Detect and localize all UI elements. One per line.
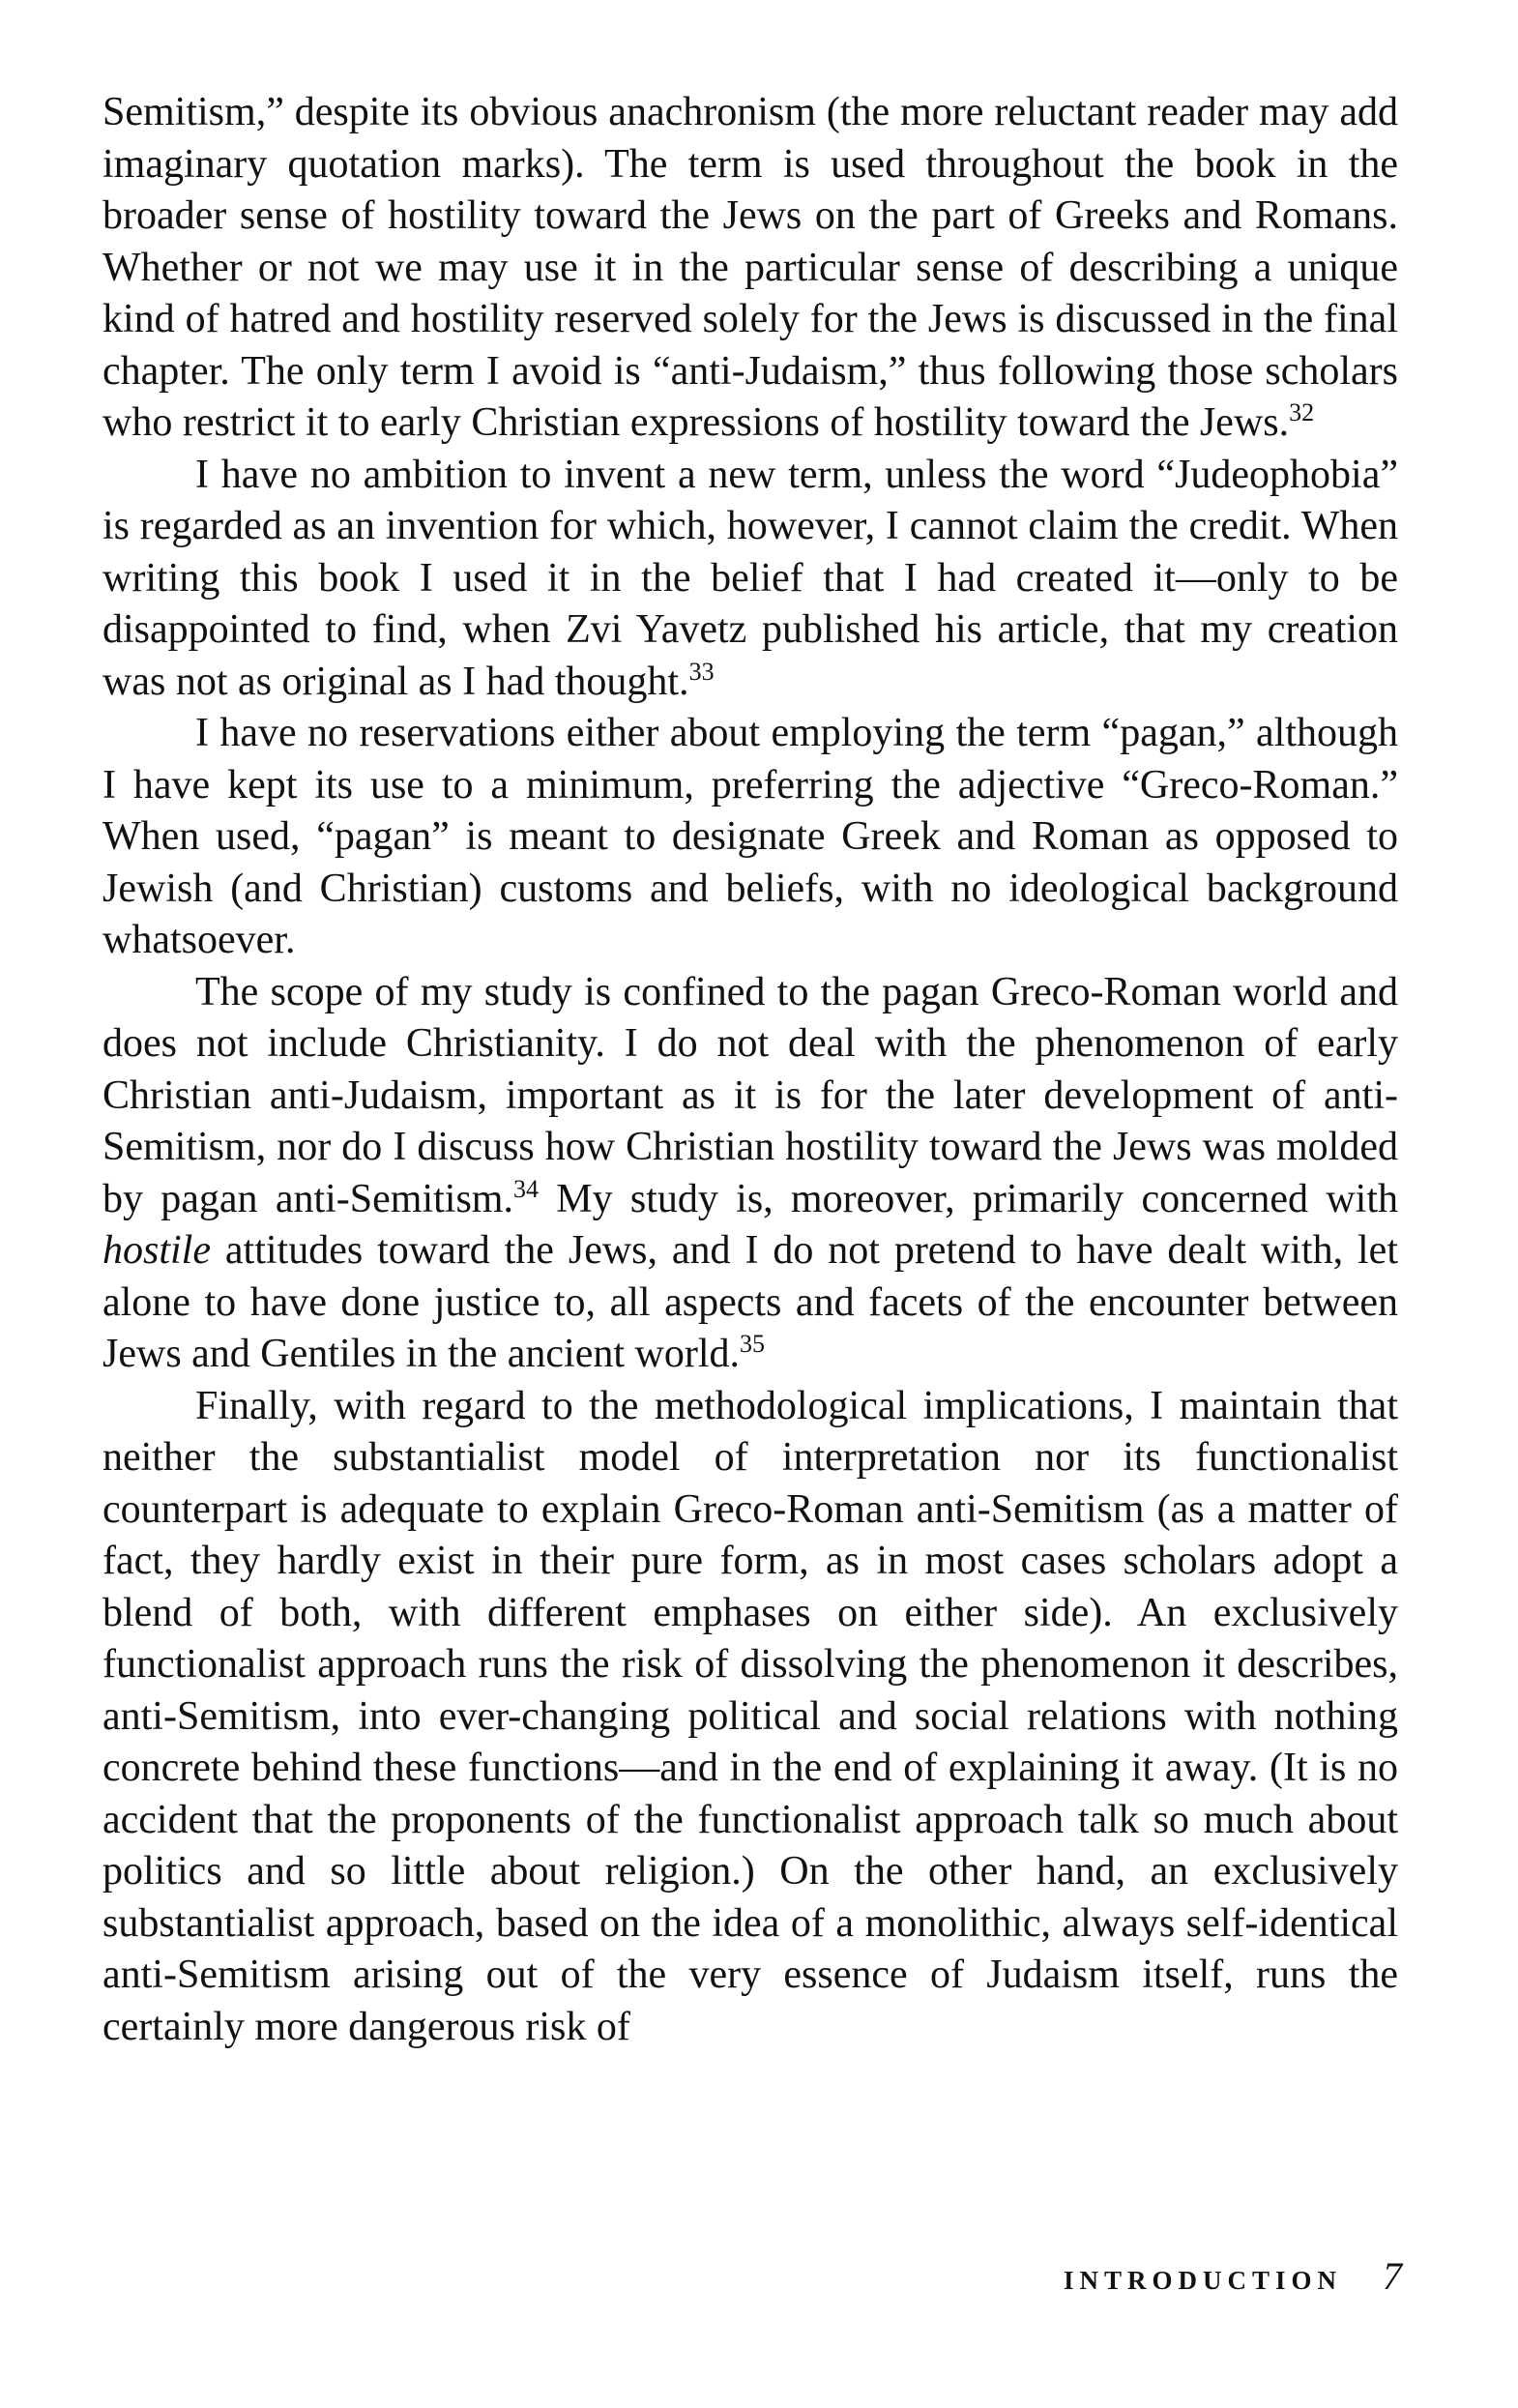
paragraph-4-text-b: My study is, moreover, primarily concerned with (538, 1176, 1398, 1221)
paragraph-4-text-a: The scope of my study is confined to the pagan Greco-Roman world and does not include Christianity. I do not deal with the phenomenon of early Christian anti-Judaism, important as it is for the later development of anti-Semitism, nor do I discuss how Christian hostility toward the Jews was molded by pagan anti-Semitism. (102, 969, 1398, 1221)
paragraph-4-text-c: attitudes toward the Jews, and I do not pretend to have dealt with, let alone to have done justice to, all aspects and facets of the encounter between Jews and Gentiles in the ancient world. (102, 1228, 1398, 1376)
paragraph-2 (102, 450, 1398, 709)
page-body-text (102, 87, 1398, 2053)
paragraph-5 (102, 1381, 1398, 2054)
footnote-ref-34: 34 (512, 1174, 539, 1203)
paragraph-2-text: I have no ambition to invent a new term, unless the word “Judeophobia” is regarded as an invention for which, however, I cannot claim the credit. When writing this book I used it in the belief that I had created it—only to be disappointed to find, when Zvi Yavetz published his article, that my creation was not as original as I had thought. (102, 452, 1398, 704)
paragraph-1-text: Semitism,” despite its obvious anachronism (the more reluctant reader may add imaginary quotation marks). The term is used throughout the book in the broader sense of hostility toward the Jews on the part of Greeks and Romans. Whether or not we may use it in the particular sense of describing a unique kind of hatred and hostility reserved solely for the Jews is discussed in the final chapter. The only term I avoid is “anti-Judaism,” thus following those scholars who restrict it to early Christian expressions of hostility toward the Jews. (102, 90, 1398, 445)
paragraph-5-text: Finally, with regard to the methodological implications, I maintain that neither the substantialist model of interpretation nor its functionalist counterpart is adequate to explain Greco-Roman anti-Semitism (as a matter of fact, they hardly exist in their pure form, as in most cases scholars adopt a blend of both, with different emphases on either side). An exclusively functionalist approach runs the risk of dissolving the phenomenon it describes, anti-Semitism, into ever-changing political and social relations with nothing concrete behind these functions—and in the end of explaining it away. (It is no accident that the proponents of the functionalist approach talk so much about politics and so little about religion.) On the other hand, an exclusively substantialist approach, based on the idea of a monolithic, always self-identical anti-Semitism arising out of the very essence of Judaism itself, runs the certainly more dangerous risk of (102, 1383, 1398, 2049)
paragraph-4 (102, 967, 1398, 1381)
paragraph-1 (102, 87, 1398, 450)
paragraph-3 (102, 708, 1398, 967)
footnote-ref-32: 32 (1289, 398, 1315, 426)
running-head: INTRODUCTION (1063, 2266, 1342, 2295)
footnote-ref-33: 33 (688, 657, 715, 686)
page-number: 7 (1383, 2254, 1402, 2298)
page-footer (1006, 2253, 1402, 2299)
footnote-ref-35: 35 (740, 1330, 765, 1358)
paragraph-3-text: I have no reservations either about employing the term “pagan,” although I have kept its use to a minimum, preferring the adjective “Greco-Roman.” When used, “pagan” is meant to designate Greek and Roman as opposed to Jewish (and Christian) customs and beliefs, with no ideological background whatsoever. (102, 711, 1398, 962)
italic-hostile: hostile (102, 1228, 211, 1273)
